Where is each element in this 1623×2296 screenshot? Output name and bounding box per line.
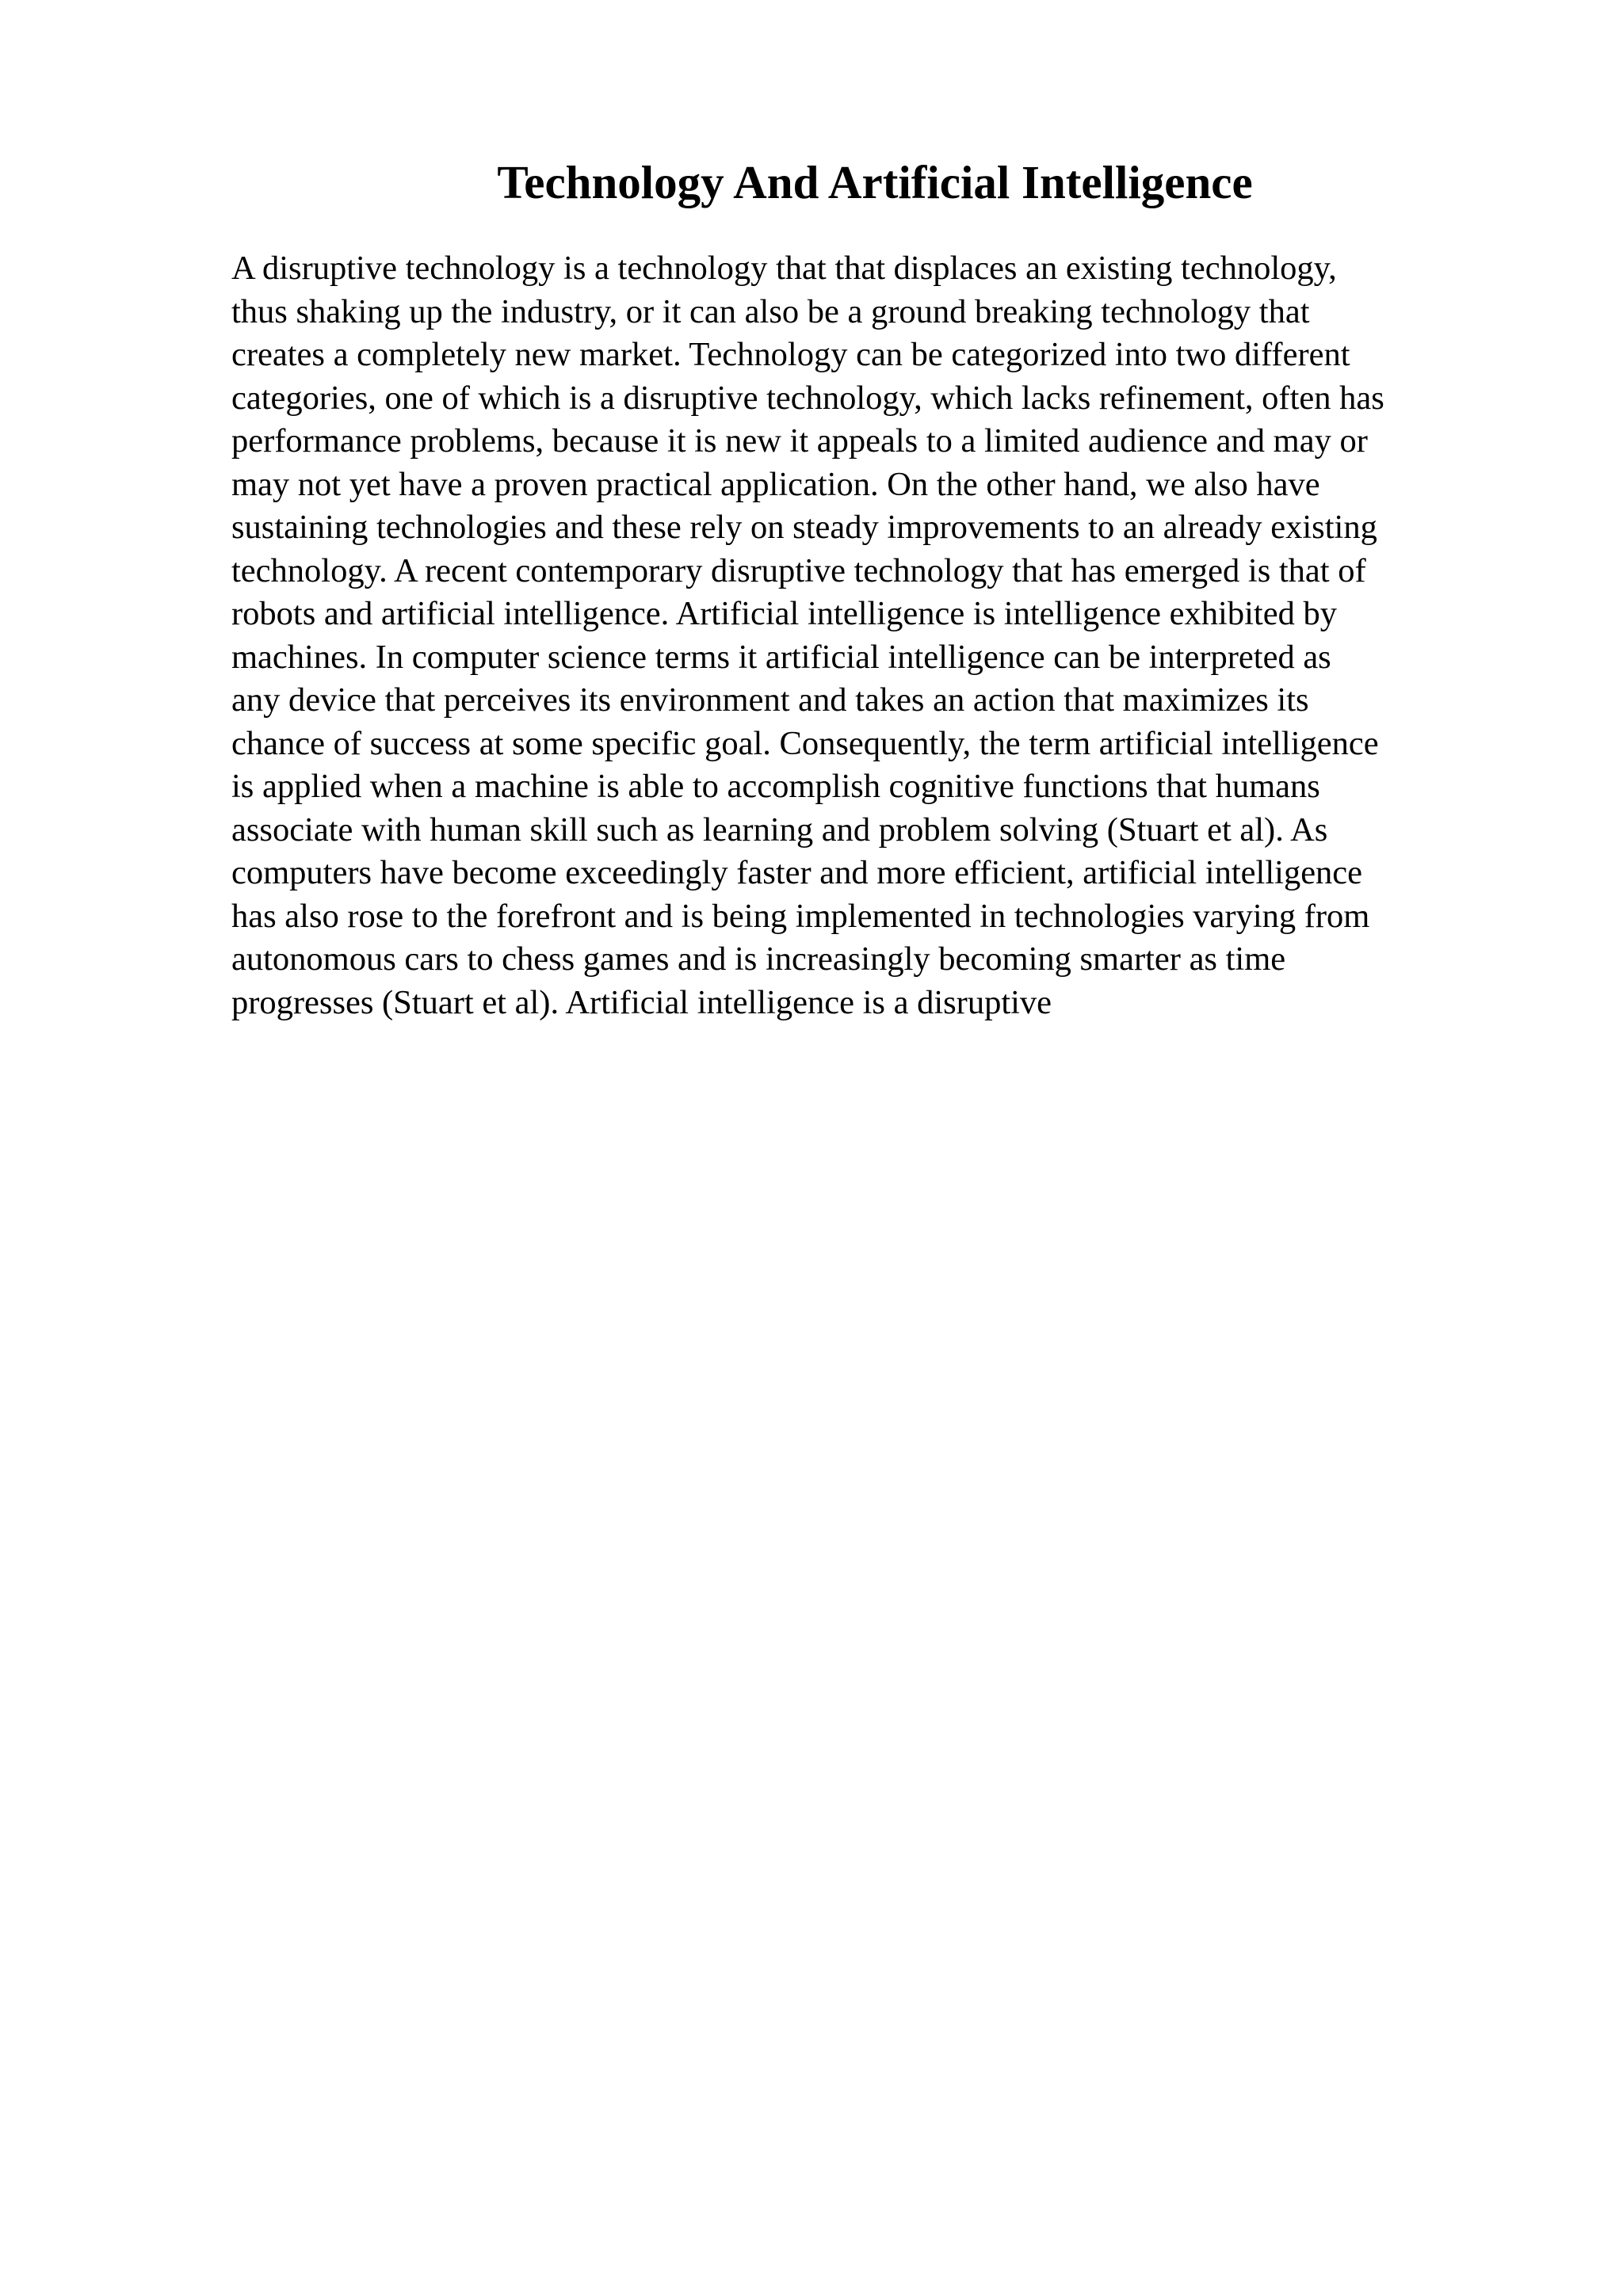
text-line: progresses (Stuart et al). Artificial intelligence is a disruptive [231, 983, 1052, 1021]
body-paragraph [231, 247, 1594, 1024]
text-line: categories, one of which is a disruptive technology, which lacks refinement, often has [231, 379, 1384, 417]
text-line: computers have become exceedingly faster and more efficient, artificial intelligence [231, 854, 1363, 891]
text-line: any device that perceives its environment and takes an action that maximizes its [231, 681, 1309, 719]
text-line: associate with human skill such as learning and problem solving (Stuart et al). As [231, 810, 1328, 849]
text-line: may not yet have a proven practical application. On the other hand, we also have [231, 465, 1320, 503]
text-line: creates a completely new market. Technology can be categorized into two different [231, 336, 1350, 373]
text-line: is applied when a machine is able to accomplish cognitive functions that humans [231, 768, 1320, 805]
text-line: A disruptive technology is a technology that that displaces an existing technology, [231, 250, 1337, 287]
text-line: robots and artificial intelligence. Artificial intelligence is intelligence exhibited by [231, 595, 1337, 632]
text-line: sustaining technologies and these rely on steady improvements to an already existing [231, 509, 1377, 546]
text-line: performance problems, because it is new it appeals to a limited audience and may or [231, 422, 1368, 460]
text-line: machines. In computer science terms it artificial intelligence can be interpreted as [231, 638, 1331, 676]
document-title: Technology And Artificial Intelligence [497, 156, 1253, 208]
text-line: autonomous cars to chess games and is increasingly becoming smarter as time [231, 940, 1286, 978]
text-line: thus shaking up the industry, or it can also be a ground breaking technology that [231, 292, 1310, 330]
text-line: technology. A recent contemporary disruptive technology that has emerged is that of [231, 551, 1366, 589]
text-line: has also rose to the forefront and is being implemented in technologies varying from [231, 897, 1370, 935]
text-line: chance of success at some specific goal. Consequently, the term artificial intelligence [231, 724, 1379, 762]
